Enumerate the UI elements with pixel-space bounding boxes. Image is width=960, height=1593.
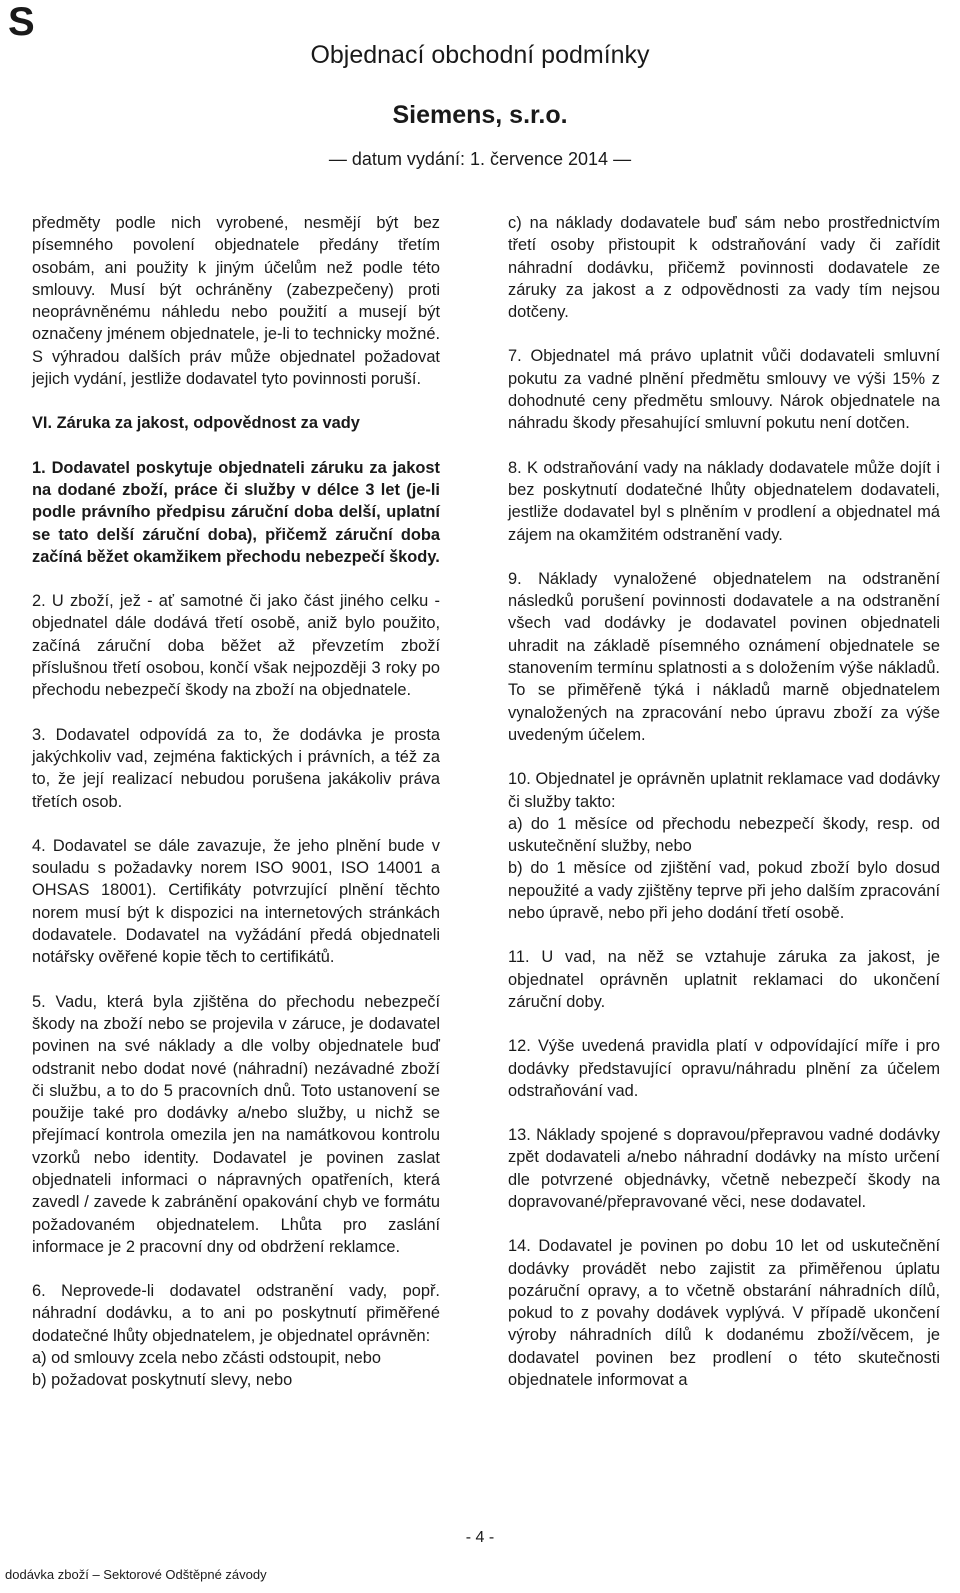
company-logo: S — [8, 0, 35, 44]
paragraph-5: 5. Vadu, která byla zjištěna do přechodu nebezpečí škody na zboží nebo se projevila v záruce, je dodavatel povinen na své náklady a dle volby objednatele buď odstranit nebo dodat nové (náhradní) nezávadné zboží či službu, a to do 5 pracovních dnů. Toto ustanovení se použije také pro dodávky a/nebo služby, u nichž se přejímací kontrola omezila jen na namátkovou kontrolu vzorků nebo identity. Dodavatel je povinen zaslat objednateli informaci o nápravných opatřeních, která zavedl / zavede k zabránění opakování chyb ve formátu požadovaném objednatelem. Lhůta pro zaslání informace je 2 pracovní dny od obdržení reklamce. — [32, 992, 440, 1256]
issue-date: — datum vydání: 1. července 2014 — — [328, 149, 632, 169]
paragraph-13: 13. Náklady spojené s dopravou/přepravou vadné dodávky zpět dodavateli a/nebo náhradní dodávky na místo určení dle potvrzené objednávky, včetně nebezpečí škody na dopravované/přepravované věci, nese dodavatel. — [508, 1126, 940, 1211]
paragraph-6c: c) na náklady dodavatele buď sám nebo prostřednictvím třetí osoby přistoupit k odstraňování vady či zařídit náhradní dodávku, přičemž povinnosti dodavatele ze záruky za jakost a z odpovědnosti za vady tím nejsou dotčeny. — [508, 214, 940, 322]
paragraph-6a: a) od smlouvy zcela nebo zčásti odstoupit, nebo — [32, 1349, 381, 1368]
paragraph-12: 12. Výše uvedená pravidla platí v odpovídající míře i pro dodávky představující opravu/náhradu plnění za účelem odstraňování vad. — [508, 1037, 940, 1100]
right-column — [508, 212, 940, 1391]
paragraph-10: 10. Objednatel je oprávněn uplatnit reklamace vad dodávky či služby takto: — [508, 770, 940, 811]
document-title: Objednací obchodní podmínky — [310, 41, 650, 69]
paragraph-8: 8. K odstraňování vady na náklady dodavatele může dojít i bez poskytnutí dodatečné lhůty objednatelem dodavateli, jestliže dodavatel byl s plněním v prodlení a objednatel má zájem na okamžitém odstranění vady. — [508, 458, 940, 544]
paragraph-continuation: předměty podle nich vyrobené, nesmějí být bez písemného povolení objednatele předány třetím osobám, ani použity k jiným účelům než podle této smlouvy. Musí být ochráněny (zabezpečeny) proti neoprávněnému náhledu nebo použití a musejí být označeny jménem objednatele, je-li to technicky možné. S výhradou dalších práv může objednatel požadovat jejich vydání, jestliže dodavatel tyto povinnosti poruší. — [32, 214, 440, 389]
paragraph-2: 2. U zboží, jež - ať samotné či jako část jiného celku - objednatel dále dodává třetí osobě, aniž bylo použito, začíná záruční doba běžet až převzetím zboží příslušnou třetí osobou, končí však nejpozději 3 roky po přechodu nebezpečí škody na zboží na objednatele. — [32, 592, 440, 700]
paragraph-11: 11. U vad, na něž se vztahuje záruka za jakost, je objednatel oprávněn uplatnit reklamaci do ukončení záruční doby. — [508, 948, 940, 1011]
paragraph-4: 4. Dodavatel se dále zavazuje, že jeho plnění bude v souladu s požadavky norem ISO 9001, ISO 14001 a OHSAS 18001). Certifikáty potvrzující plnění těchto norem musí být k dispozici na internetových stránkách dodavatele. Dodavatel na vyžádání předá objednateli notářsky ověřené kopie těch to certifikátů. — [32, 836, 440, 967]
paragraph-10b: b) do 1 měsíce od zjištění vad, pokud zboží bylo dosud nepoužité a vady zjištěny teprve při jeho dalším zpracování nebo úpravě, nebo při jeho dodání třetí osobě. — [508, 859, 940, 923]
paragraph-10a: a) do 1 měsíce od přechodu nebezpečí škody, resp. od uskutečnění služby, nebo — [508, 814, 940, 856]
paragraph-6b: b) požadovat poskytnutí slevy, nebo — [32, 1371, 293, 1390]
footer-source: dodávka zboží – Sektorové Odštěpné závody — [5, 1567, 267, 1582]
paragraph-6: 6. Neprovede-li dodavatel odstranění vady, popř. náhradní dodávku, a to ani po poskytnutí přiměřené dodatečné lhůty objednatelem, je objednatel oprávněn: — [32, 1282, 440, 1345]
paragraph-1: 1. Dodavatel poskytuje objednateli záruku za jakost na dodané zboží, práce či služby v délce 3 let (je-li podle právního předpisu záruční doba delší, uplatní se tato delší záruční doba), přičemž záruční doba začíná běžet okamžikem přechodu nebezpečí škody. — [32, 458, 440, 566]
company-name: Siemens, s.r.o. — [392, 101, 568, 129]
page-number: - 4 - — [465, 1529, 495, 1546]
paragraph-14: 14. Dodavatel je povinen po dobu 10 let od uskutečnění dodávky provádět nebo zajistit za přiměřenou úplatu pozáruční opravy, a to včetně obstarání náhradních dílů, pokud to z povahy dodávek vyplývá. V případě ukončení výroby náhradních dílů k dodanému zboží/věcem, je dodavatel povinen bez prodlení o této skutečnosti objednatele informovat a — [508, 1237, 940, 1390]
paragraph-9: 9. Náklady vynaložené objednatelem na odstranění následků porušení povinnosti dodavatele a na odstranění všech vad dodávky je dodavatel povinen objednateli uhradit na základě písemného oznámení objednatele se stanovením termínu splatnosti a s doložením výše nákladů. To se přiměřeně týká i nákladů marně objednatelem vynaložených na zpracování nebo úpravu zboží za výše uvedeným účelem. — [508, 569, 940, 744]
paragraph-3: 3. Dodavatel odpovídá za to, že dodávka je prosta jakýchkoliv vad, zejména faktických i právních, a též za to, že její realizací nebudou porušena jakákoliv práva třetích osob. — [32, 725, 440, 811]
section-heading: VI. Záruka za jakost, odpovědnost za vady — [32, 414, 360, 433]
paragraph-7: 7. Objednatel má právo uplatnit vůči dodavateli smluvní pokutu za vadné plnění předmětu smlouvy ve výši 15% z dohodnuté ceny předmětu smlouvy. Nárok objednatele na náhradu škody přesahující smluvní pokutu není dotčen. — [508, 347, 940, 433]
left-column — [32, 212, 440, 1392]
